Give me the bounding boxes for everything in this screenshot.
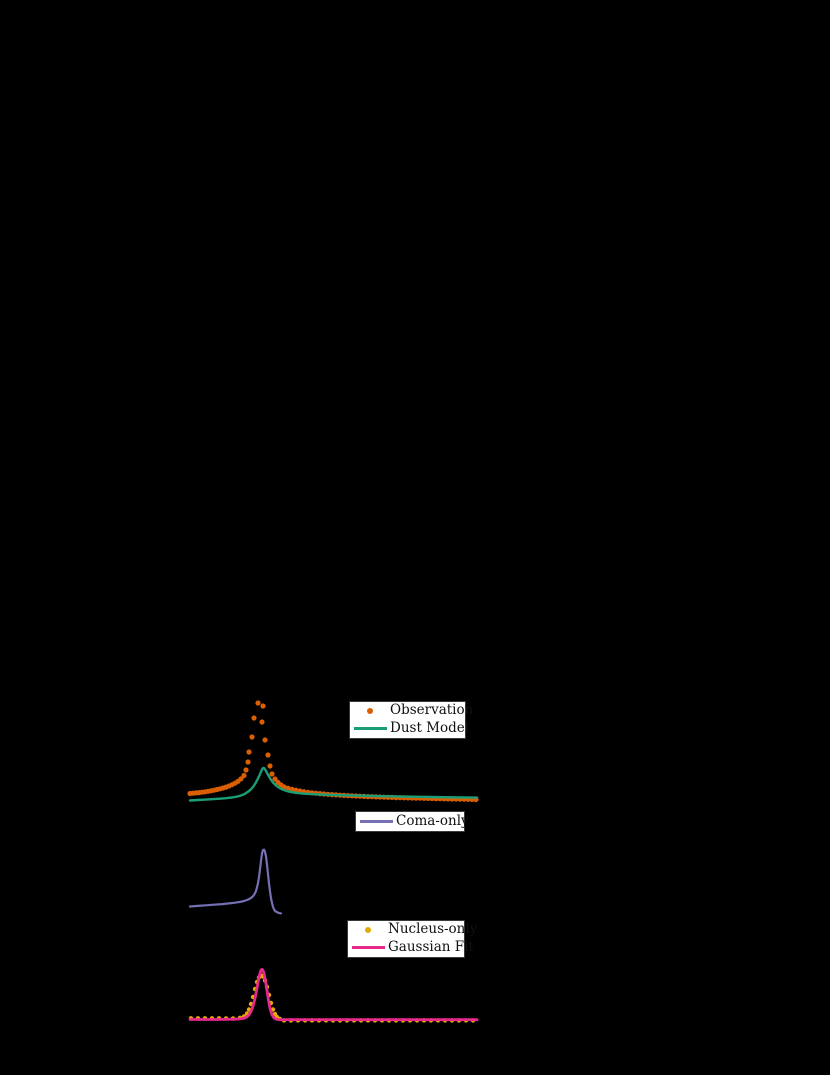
legend-label: Observation — [390, 702, 474, 719]
dust-model-line-marker-icon — [354, 727, 387, 730]
legend-marker-column — [350, 727, 390, 730]
series-coma-only — [190, 850, 281, 914]
legend-entry-observation — [350, 702, 474, 720]
legend-label: Dust Model — [390, 720, 470, 737]
nucleus-only-dot-marker-icon — [365, 927, 371, 933]
legend-entry-nucleus-only — [348, 921, 478, 939]
legend-marker-column — [348, 927, 388, 933]
legend-observation-dust-model — [349, 701, 474, 739]
legend-label: Gaussian Fit — [388, 939, 474, 956]
series-nucleus-only — [189, 973, 475, 1022]
gaussian-fit-line-marker-icon — [352, 946, 385, 949]
legend-marker-column — [356, 820, 396, 823]
series-gaussian-fit — [190, 969, 477, 1019]
observation-dot-marker-icon — [367, 708, 373, 714]
legend-coma-only — [355, 811, 469, 832]
legend-marker-column — [348, 946, 388, 949]
legend-label: Nucleus-only — [388, 921, 478, 938]
legend-marker-column — [350, 708, 390, 714]
legend-entry-coma-only — [356, 812, 469, 830]
legend-nucleus-gaussian — [347, 920, 478, 958]
legend-entry-gaussian-fit — [348, 939, 474, 956]
legend-label: Coma-only — [396, 812, 469, 829]
coma-only-line-marker-icon — [360, 820, 393, 823]
legend-entry-dust-model — [350, 720, 470, 737]
